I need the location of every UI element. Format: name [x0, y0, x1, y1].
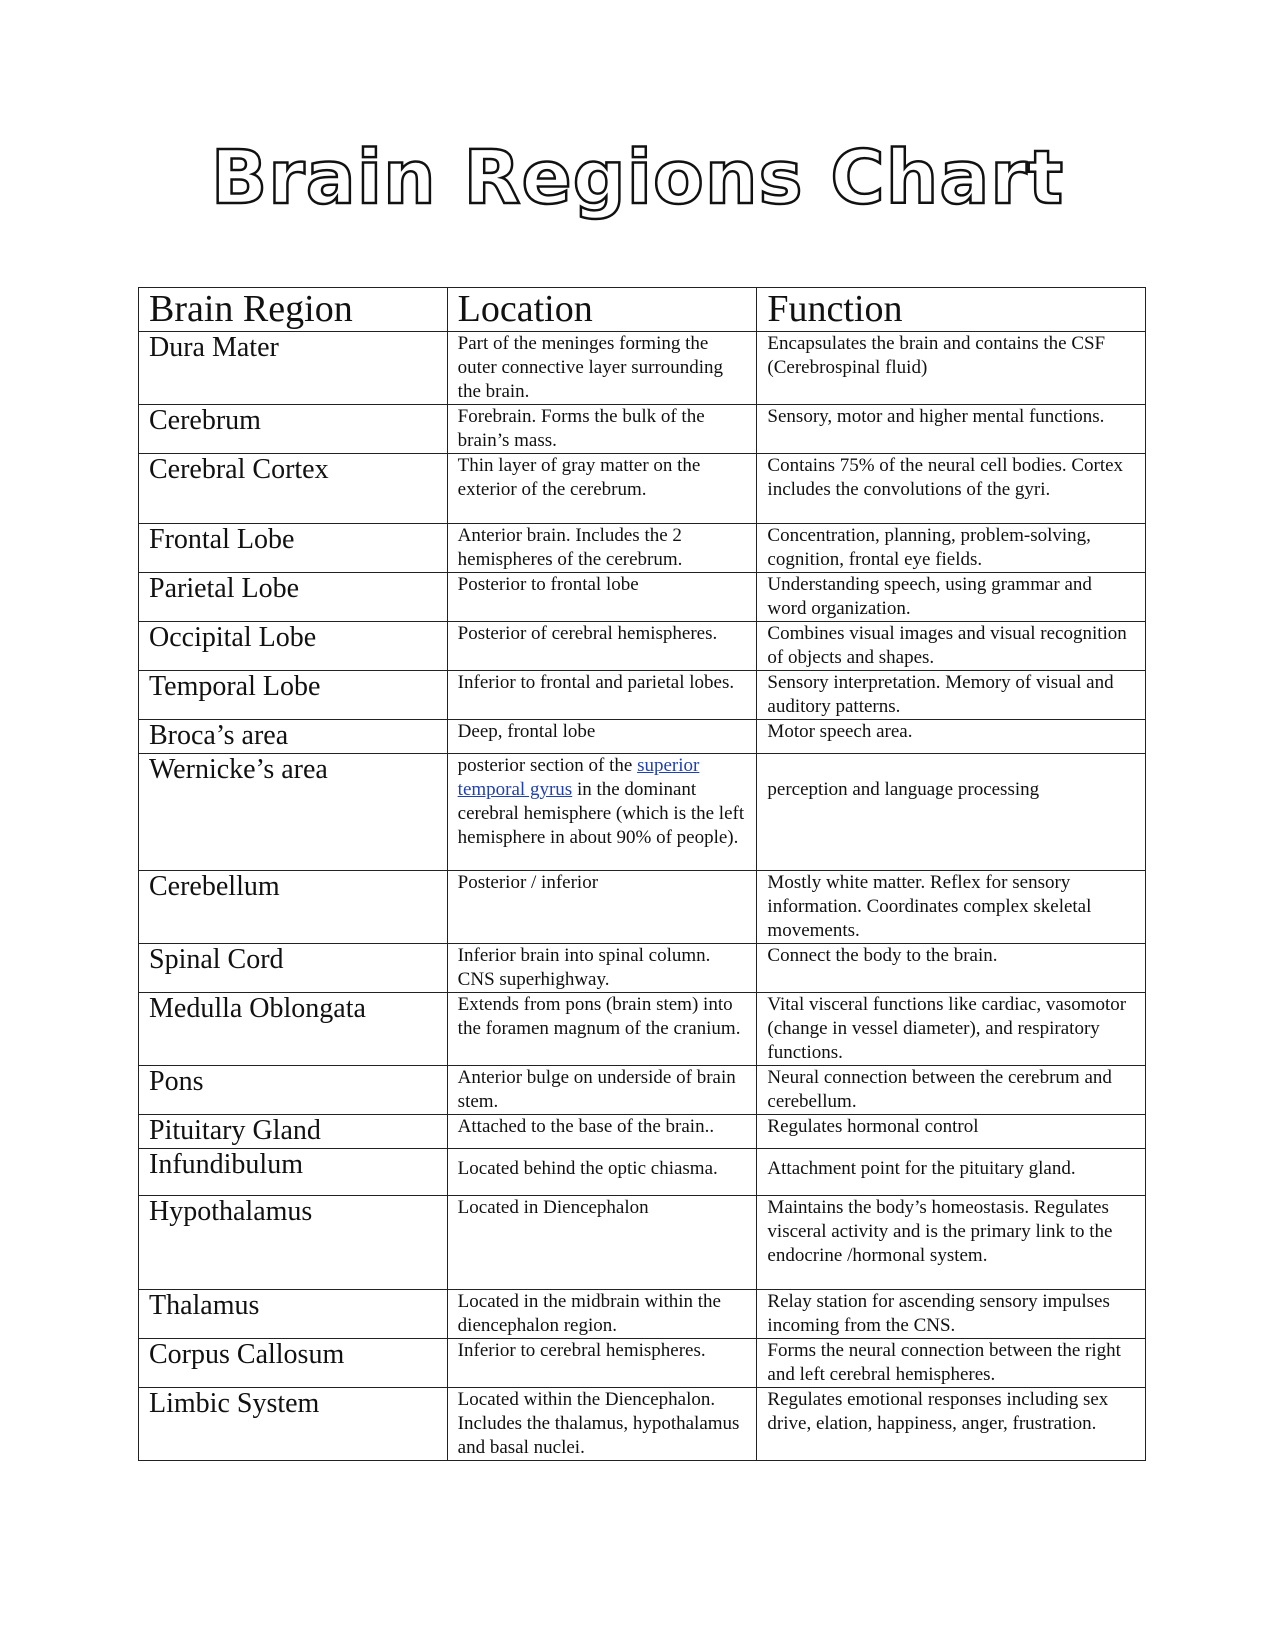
brain-regions-table	[138, 287, 1146, 1461]
table-row	[139, 871, 1146, 944]
table-header-row	[139, 288, 1146, 332]
table-row	[139, 1066, 1146, 1115]
location-text: posterior section of the	[457, 755, 638, 776]
table-row	[139, 1149, 1146, 1196]
location-cell: Located in Diencephalon	[447, 1196, 757, 1290]
function-text: perception and language processing	[767, 779, 1040, 800]
location-cell: Anterior brain. Includes the 2 hemispheres of the cerebrum.	[447, 524, 757, 573]
function-cell: Sensory, motor and higher mental functions.	[757, 405, 1146, 454]
location-cell	[447, 754, 757, 871]
table-row	[139, 454, 1146, 524]
table-row	[139, 1196, 1146, 1290]
function-cell: Contains 75% of the neural cell bodies. Cortex includes the convolutions of the gyri.	[757, 454, 1146, 524]
location-cell: Inferior to cerebral hemispheres.	[447, 1339, 757, 1388]
page-title: Brain Regions Chart	[210, 135, 1065, 221]
function-cell: Connect the body to the brain.	[757, 944, 1146, 993]
location-cell: Located in the midbrain within the diencephalon region.	[447, 1290, 757, 1339]
table-row	[139, 622, 1146, 671]
region-cell: Corpus Callosum	[139, 1339, 448, 1388]
table-row	[139, 944, 1146, 993]
table-row	[139, 993, 1146, 1066]
table-row	[139, 720, 1146, 754]
header-brain-region: Brain Region	[139, 288, 448, 332]
location-cell: Attached to the base of the brain..	[447, 1115, 757, 1149]
table-row	[139, 1290, 1146, 1339]
function-cell: Regulates emotional responses including sex drive, elation, happiness, anger, frustration.	[757, 1388, 1146, 1461]
region-cell: Cerebrum	[139, 405, 448, 454]
region-cell: Spinal Cord	[139, 944, 448, 993]
region-cell: Hypothalamus	[139, 1196, 448, 1290]
location-cell: Inferior to frontal and parietal lobes.	[447, 671, 757, 720]
location-cell: Deep, frontal lobe	[447, 720, 757, 754]
region-cell: Occipital Lobe	[139, 622, 448, 671]
header-location: Location	[447, 288, 757, 332]
function-cell: Attachment point for the pituitary gland.	[757, 1149, 1146, 1196]
function-cell: Sensory interpretation. Memory of visual and auditory patterns.	[757, 671, 1146, 720]
location-cell: Anterior bulge on underside of brain stem.	[447, 1066, 757, 1115]
location-cell: Extends from pons (brain stem) into the foramen magnum of the cranium.	[447, 993, 757, 1066]
table-row	[139, 332, 1146, 405]
location-cell: Located within the Diencephalon. Includes the thalamus, hypothalamus and basal nuclei.	[447, 1388, 757, 1461]
region-cell: Wernicke’s area	[139, 754, 448, 871]
function-cell: Combines visual images and visual recognition of objects and shapes.	[757, 622, 1146, 671]
location-text: in the dominant cerebral hemisphere (which is the left hemisphere in about 90% of people).	[457, 779, 745, 848]
function-cell: Understanding speech, using grammar and word organization.	[757, 573, 1146, 622]
location-cell: Thin layer of gray matter on the exterior of the cerebrum.	[447, 454, 757, 524]
function-cell: Concentration, planning, problem-solving, cognition, frontal eye fields.	[757, 524, 1146, 573]
region-cell: Pons	[139, 1066, 448, 1115]
region-cell: Frontal Lobe	[139, 524, 448, 573]
region-cell: Thalamus	[139, 1290, 448, 1339]
table-row	[139, 1339, 1146, 1388]
function-cell	[757, 754, 1146, 871]
region-cell: Infundibulum	[139, 1149, 448, 1196]
location-cell: Located behind the optic chiasma.	[447, 1149, 757, 1196]
function-cell: Neural connection between the cerebrum and cerebellum.	[757, 1066, 1146, 1115]
location-cell: Posterior of cerebral hemispheres.	[447, 622, 757, 671]
location-cell: Forebrain. Forms the bulk of the brain’s mass.	[447, 405, 757, 454]
location-cell: Posterior to frontal lobe	[447, 573, 757, 622]
table-row	[139, 1388, 1146, 1461]
function-cell: Motor speech area.	[757, 720, 1146, 754]
region-cell: Broca’s area	[139, 720, 448, 754]
table-row	[139, 573, 1146, 622]
table-row	[139, 1115, 1146, 1149]
region-cell: Limbic System	[139, 1388, 448, 1461]
region-cell: Parietal Lobe	[139, 573, 448, 622]
location-cell: Inferior brain into spinal column. CNS superhighway.	[447, 944, 757, 993]
location-cell: Part of the meninges forming the outer connective layer surrounding the brain.	[447, 332, 757, 405]
region-cell: Pituitary Gland	[139, 1115, 448, 1149]
function-cell: Maintains the body’s homeostasis. Regulates visceral activity and is the primary link to the endocrine /hormonal system.	[757, 1196, 1146, 1290]
function-cell: Encapsulates the brain and contains the CSF (Cerebrospinal fluid)	[757, 332, 1146, 405]
table-row	[139, 671, 1146, 720]
function-cell: Forms the neural connection between the right and left cerebral hemispheres.	[757, 1339, 1146, 1388]
region-cell: Cerebellum	[139, 871, 448, 944]
header-function: Function	[757, 288, 1146, 332]
function-cell: Vital visceral functions like cardiac, vasomotor (change in vessel diameter), and respiratory functions.	[757, 993, 1146, 1066]
table-row	[139, 754, 1146, 871]
superior-temporal-gyrus-link[interactable]: superior temporal gyrus	[457, 755, 700, 800]
table-row	[139, 524, 1146, 573]
table-row	[139, 405, 1146, 454]
function-cell: Regulates hormonal control	[757, 1115, 1146, 1149]
function-cell: Mostly white matter. Reflex for sensory information. Coordinates complex skeletal movements.	[757, 871, 1146, 944]
function-cell: Relay station for ascending sensory impulses incoming from the CNS.	[757, 1290, 1146, 1339]
location-cell: Posterior / inferior	[447, 871, 757, 944]
region-cell: Medulla Oblongata	[139, 993, 448, 1066]
region-cell: Cerebral Cortex	[139, 454, 448, 524]
region-cell: Temporal Lobe	[139, 671, 448, 720]
region-cell: Dura Mater	[139, 332, 448, 405]
